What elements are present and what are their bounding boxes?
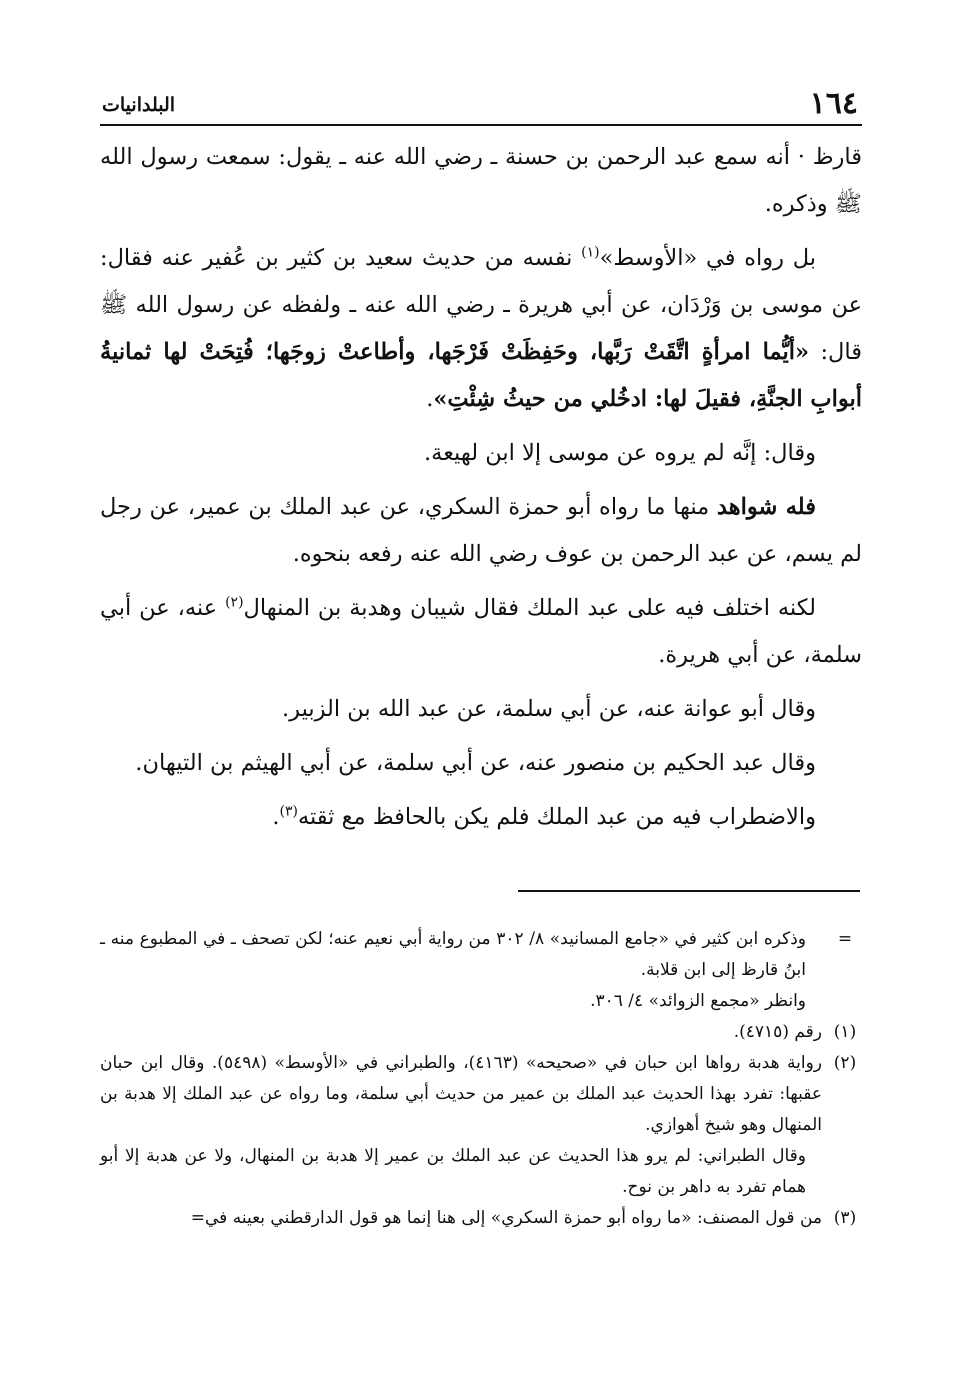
running-head [100,86,860,122]
footnote-ref-2: (٢) [225,594,244,611]
footnote-1-marker: (١) [833,1022,857,1042]
paragraph-7 [100,740,862,787]
paragraph-1 [100,134,862,228]
paragraph-3 [100,430,862,477]
footnote-2 [100,1048,862,1141]
paragraph-6-text: وقال أبو عوانة عنه، عن أبي سلمة، عن عبد الله بن الزبير. [282,696,816,722]
paragraph-8-end: . [272,804,280,830]
hadith-quote: «أيُّما امرأةٍ اتَّقَتْ رَبَّها، وحَفِظَتْ فَرْجَها، وأطاعتْ زوجَها؛ فُتِحَتْ لها ثمانيةُ أبوابِ الجنَّةِ، فقيلَ لها: ادخُلي من حيثُ شِئْتِ» [100,339,862,412]
book-title: البلدانيات [102,94,176,116]
paragraph-4-text: منها ما رواه أبو حمزة السكري، عن عبد الملك بن عمير، عن رجل لم يسم، عن عبد الرحمن بن عوف رضي الله عنه رفعه بنحوه. [100,494,862,567]
footnote-1 [100,1017,862,1048]
continuation-marker: = [837,929,853,949]
paragraph-8 [100,794,862,841]
paragraph-6 [100,686,862,733]
footnote-separator [518,890,860,892]
paragraph-1-text: قارظ · أنه سمع عبد الرحمن بن حسنة ـ رضي الله عنه ـ يقول: سمعت رسول الله ﷺ وذكره. [100,144,862,217]
main-text [100,134,862,848]
footnote-ref-3: (٣) [279,803,298,820]
footnotes [100,924,862,1234]
paragraph-8-text: والاضطراب فيه من عبد الملك فلم يكن بالحافظ مع ثقته [297,804,816,830]
footnote-3-marker: (٣) [833,1208,857,1228]
footnote-2-sub-text: وقال الطبراني: لم يرو هذا الحديث عن عبد الملك بن عمير إلا هدبة بن المنهال، ولا عن هدبة إلا أبو همام تفرد به داهر بن نوح. [100,1146,806,1197]
paragraph-2-text-b: نفسه من حديث سعيد بن كثير بن عُفير عنه فقال: عن موسى بن وَرْدَان، عن أبي هريرة ـ رضي الله عنه ـ ولفظه عن رسول الله ﷺ قال: [100,245,862,365]
paragraph-3-text: وقال: إنَّه لم يروه عن موسى إلا ابن لهيعة. [423,440,816,466]
paragraph-5 [100,585,862,679]
footnote-2-continued [100,1141,862,1203]
header-rule [100,124,862,126]
footnote-1-text: رقم (٤٧١٥). [733,1022,822,1042]
paragraph-5-text-b: عنه، عن أبي سلمة، عن أبي هريرة. [100,595,862,668]
continuation-text-1: وذكره ابن كثير في «جامع المسانيد» ٨/ ٣٠٢ من رواية أبي نعيم عنه؛ لكن تصحف ـ في المطبوع منه ـ ابنُ قارظ إلى ابن قلابة. [100,929,806,980]
footnote-3-text: من قول المصنف: «ما رواه أبو حمزة السكري» إلى هنا إنما هو قول الدارقطني بعينه في= [190,1208,822,1228]
paragraph-2-text-a: بل رواه في «الأوسط» [599,245,816,271]
footnote-2-marker: (٢) [833,1053,857,1073]
footnote-ref-1: (١) [581,244,600,261]
paragraph-7-text: وقال عبد الحكيم بن منصور عنه، عن أبي سلمة، عن أبي الهيثم بن التيهان. [135,750,816,776]
continuation-text-2: وانظر «مجمع الزوائد» ٤/ ٣٠٦. [590,991,806,1011]
footnote-3 [100,1203,862,1234]
paragraph-4 [100,484,862,578]
page-number: ١٦٤ [809,86,858,121]
paragraph-4-lead: فله شواهد [716,494,816,520]
paragraph-2-end: . [426,386,434,412]
paragraph-5-text-a: لكنه اختلف فيه على عبد الملك فقال شيبان وهدبة بن المنهال [243,595,816,621]
footnote-2-text: رواية هدبة رواها ابن حبان في «صحيحه» (٤١٦٣)، والطبراني في «الأوسط» (٥٤٩٨). وقال ابن حبان عقبها: تفرد بهذا الحديث عبد الملك بن عمير من حديث أبي سلمة، وما رواه عن عبد الملك إلا هدبة بن المنهال وهو شيخ أهوازي. [100,1053,822,1135]
footnote-continuation [100,924,862,1017]
paragraph-2 [100,235,862,423]
